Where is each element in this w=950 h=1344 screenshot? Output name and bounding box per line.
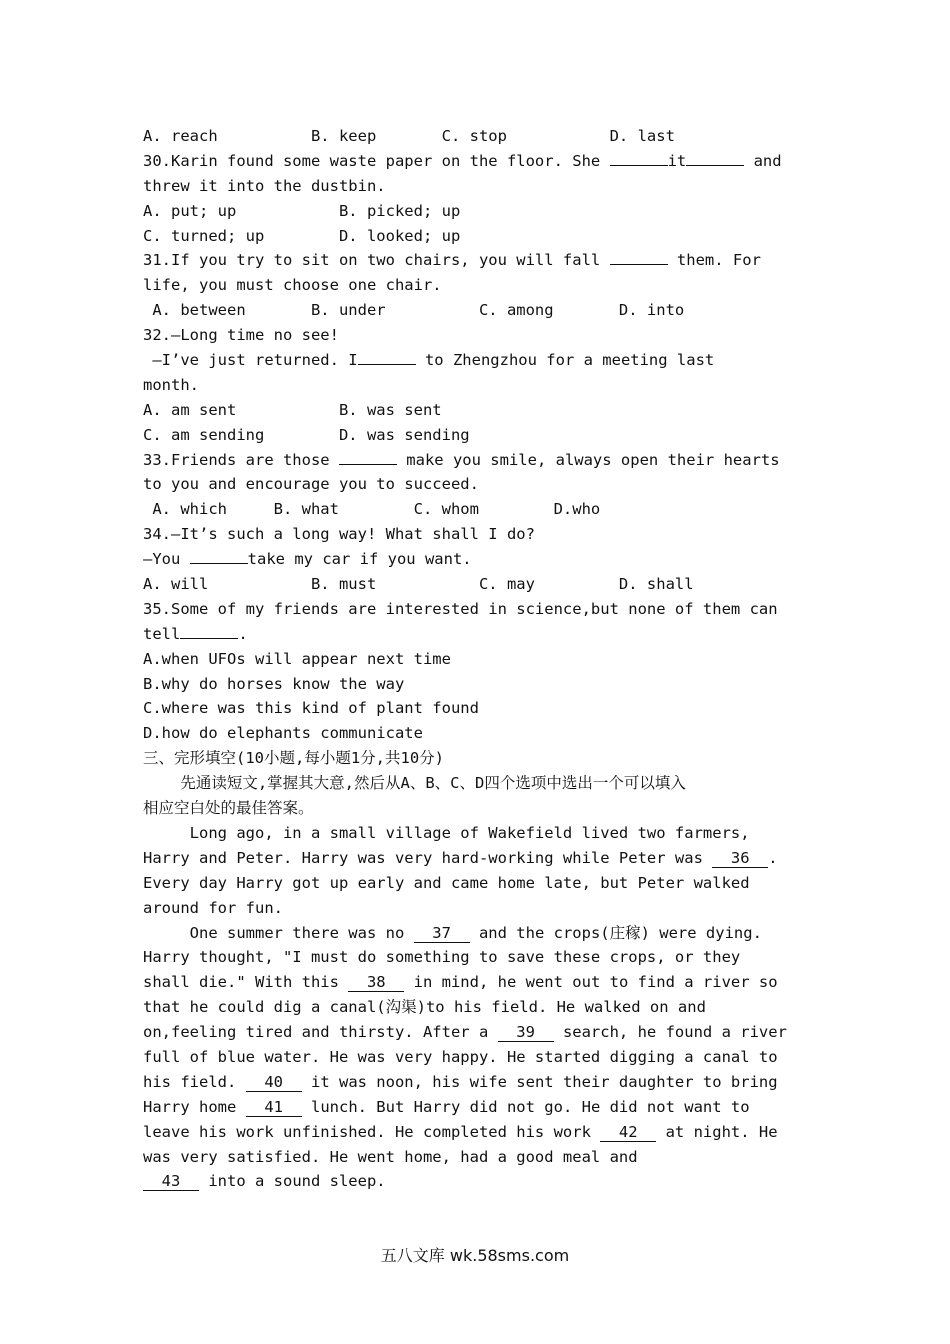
options-32-cd: C. am sending D. was sending	[143, 425, 470, 444]
cloze-blank-43: 43	[143, 1173, 199, 1191]
question-32-cont: month.	[143, 375, 199, 394]
passage-line: Harry thought, "I must do something to save these crops, or they	[143, 948, 741, 967]
passage-line: leave his work unfinished. He completed his work 42 at night. He	[143, 1122, 778, 1141]
cloze-blank-39: 39	[498, 1024, 554, 1042]
cloze-blank-42: 42	[600, 1124, 656, 1142]
question-32-reply: —I’ve just returned. I to Zhengzhou for a meeting last	[143, 351, 715, 370]
options-30-cd: C. turned; up D. looked; up	[143, 226, 461, 245]
answer-blank	[610, 165, 668, 166]
answer-blank	[686, 165, 744, 166]
cloze-blank-38: 38	[348, 974, 404, 992]
answer-blank	[358, 364, 416, 365]
section-instructions-cont: 相应空白处的最佳答案。	[143, 799, 314, 818]
cloze-blank-40: 40	[246, 1074, 302, 1092]
option-35-b: B.why do horses know the way	[143, 674, 405, 693]
question-31-cont: life, you must choose one chair.	[143, 276, 442, 295]
question-30-cont: threw it into the dustbin.	[143, 176, 386, 195]
option-35-c: C.where was this kind of plant found	[143, 699, 479, 718]
answer-blank	[610, 264, 668, 265]
passage-line: his field. 40 it was noon, his wife sent their daughter to bring	[143, 1072, 778, 1091]
options-31: A. between B. under C. among D. into	[143, 301, 685, 320]
passage-line: was very satisfied. He went home, had a good meal and	[143, 1147, 638, 1166]
passage-line: One summer there was no 37 and the crops(庄稼) were dying.	[143, 923, 762, 942]
question-32: 32.—Long time no see!	[143, 326, 339, 345]
option-35-a: A.when UFOs will appear next time	[143, 649, 451, 668]
option-35-d: D.how do elephants communicate	[143, 724, 423, 743]
passage-line: Every day Harry got up early and came home late, but Peter walked	[143, 873, 750, 892]
page-footer: 五八文库 wk.58sms.com	[380, 1246, 570, 1265]
question-34-reply: —You take my car if you want.	[143, 550, 472, 569]
question-35-cont: tell .	[143, 624, 248, 643]
passage-line: on,feeling tired and thirsty. After a 39 search, he found a river	[143, 1023, 787, 1042]
answer-blank	[339, 464, 397, 465]
answer-blank	[180, 638, 238, 639]
document-body	[143, 124, 813, 1194]
options-34: A. will B. must C. may D. shall	[143, 575, 694, 594]
options-32-ab: A. am sent B. was sent	[143, 400, 442, 419]
cloze-blank-41: 41	[246, 1099, 302, 1117]
question-31: 31.If you try to sit on two chairs, you will fall them. For	[143, 251, 761, 270]
cloze-blank-37: 37	[414, 925, 470, 943]
passage-line: shall die." With this 38 in mind, he went out to find a river so	[143, 973, 778, 992]
question-35: 35.Some of my friends are interested in science,but none of them can	[143, 599, 778, 618]
cloze-blank-36: 36	[712, 850, 768, 868]
question-34: 34.—It’s such a long way! What shall I do?	[143, 525, 535, 544]
passage-line: that he could dig a canal(沟渠)to his field. He walked on and	[143, 998, 706, 1017]
section-heading: 三、完形填空(10小题,每小题1分,共10分)	[143, 749, 444, 768]
options-30-ab: A. put; up B. picked; up	[143, 201, 461, 220]
options-33: A. which B. what C. whom D.who	[143, 500, 601, 519]
question-33: 33.Friends are those make you smile, always open their hearts	[143, 450, 780, 469]
answer-blank	[190, 563, 248, 564]
section-instructions: 先通读短文,掌握其大意,然后从A、B、C、D四个选项中选出一个可以填入	[143, 774, 686, 793]
passage-line: full of blue water. He was very happy. He started digging a canal to	[143, 1047, 778, 1066]
passage-line: around for fun.	[143, 898, 283, 917]
options-29: A. reach B. keep C. stop D. last	[143, 127, 675, 145]
passage-line: Long ago, in a small village of Wakefield lived two farmers,	[143, 823, 750, 842]
question-30: 30.Karin found some waste paper on the floor. She it and	[143, 151, 782, 170]
question-33-cont: to you and encourage you to succeed.	[143, 475, 479, 494]
passage-line: Harry home 41 lunch. But Harry did not go. He did not want to	[143, 1097, 750, 1116]
passage-line: Harry and Peter. Harry was very hard-working while Peter was 36 .	[143, 848, 778, 867]
passage-line: 43 into a sound sleep.	[143, 1169, 813, 1194]
